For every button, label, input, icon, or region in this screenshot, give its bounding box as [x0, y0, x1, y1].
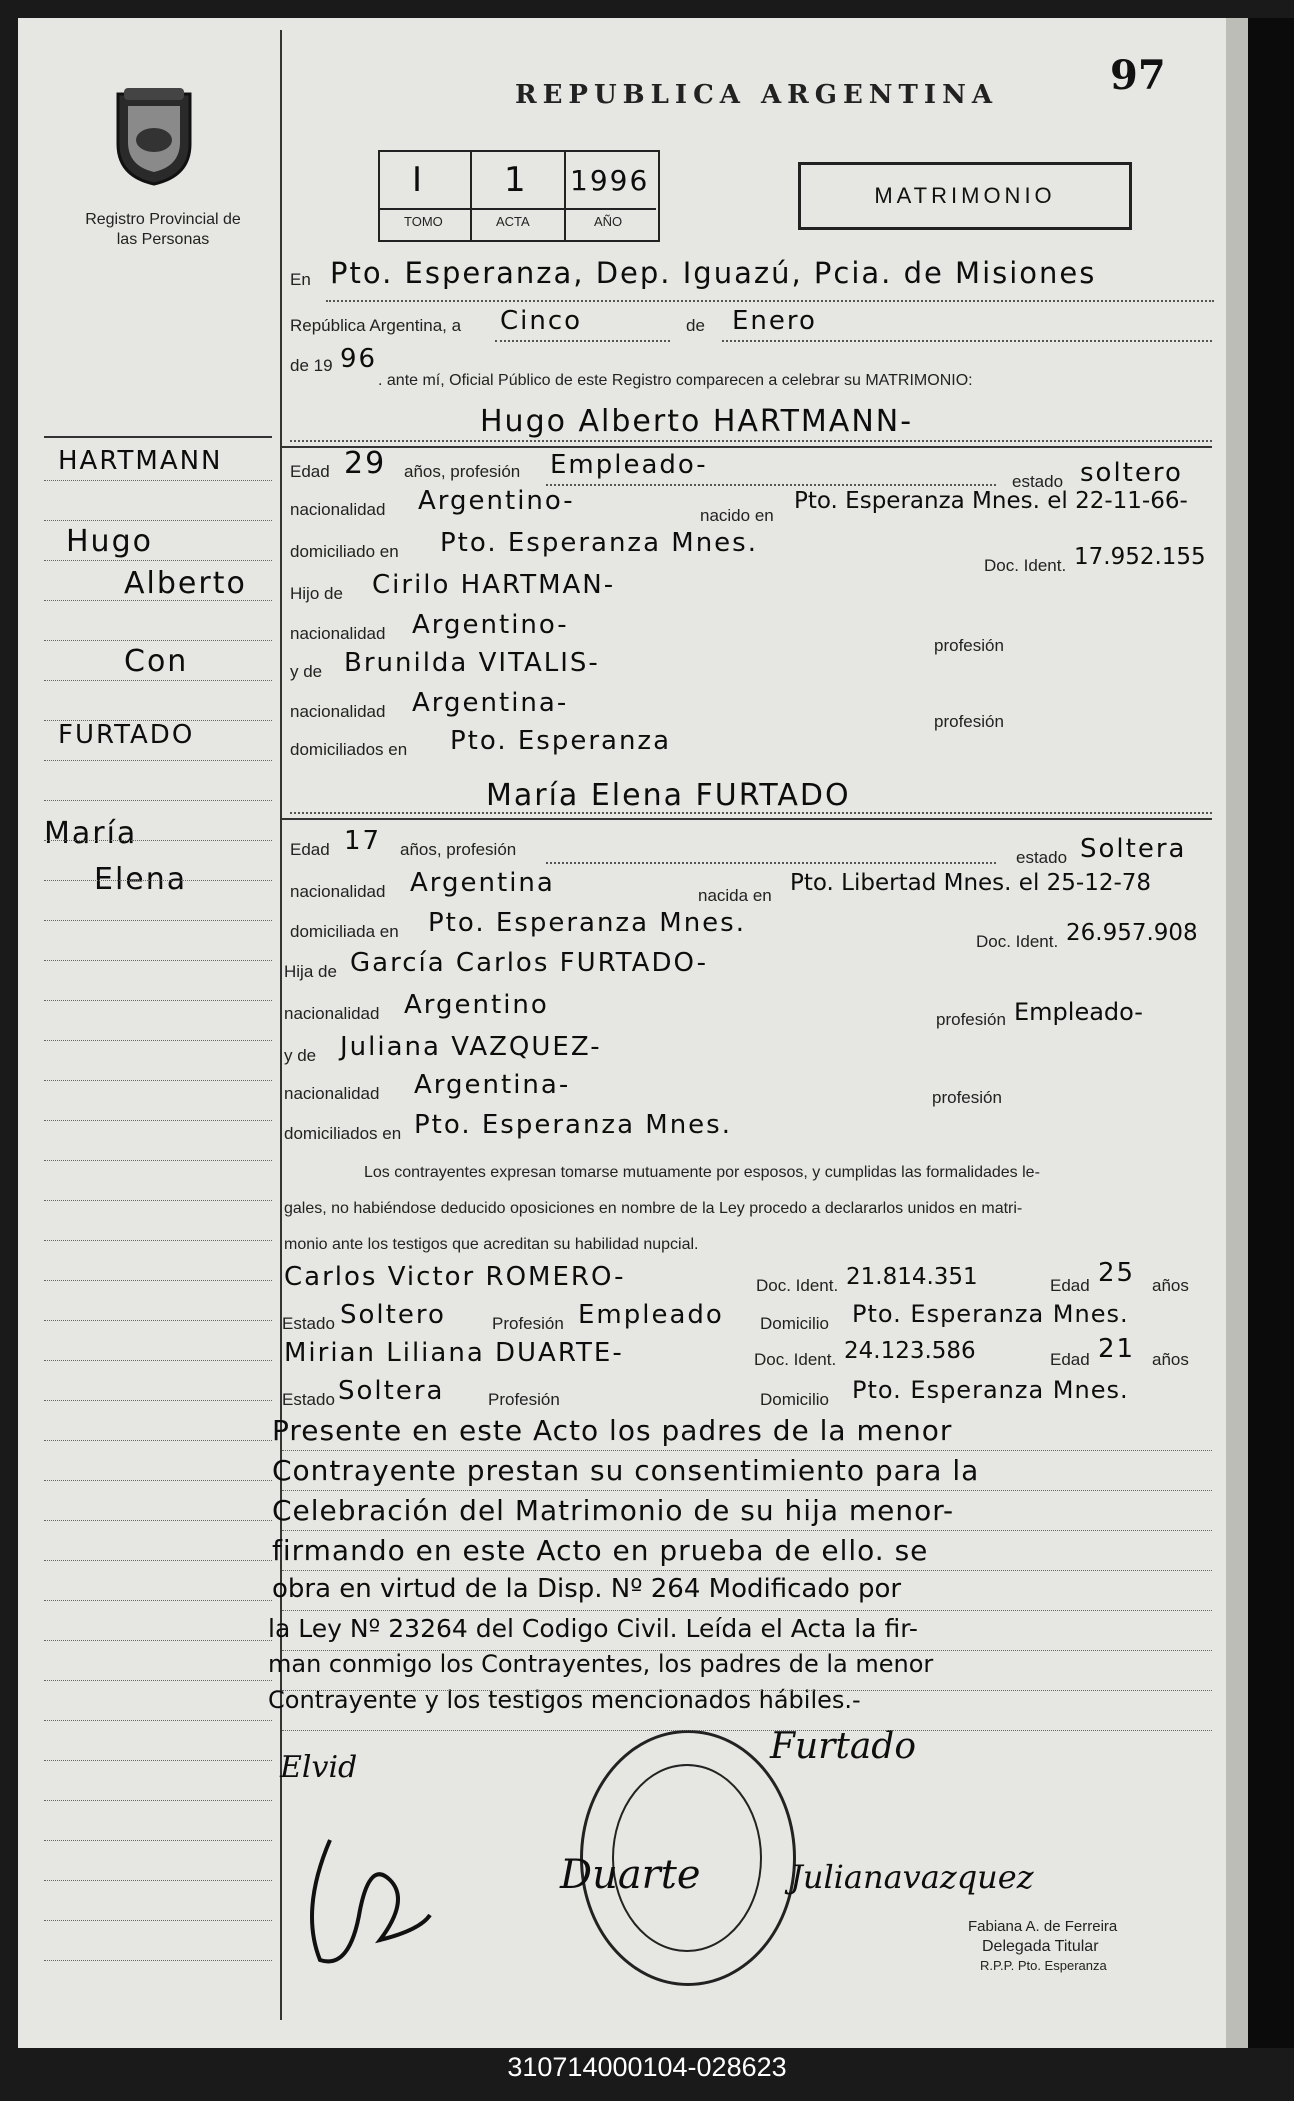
margin-ruled-line — [44, 1240, 272, 1241]
witness-2-estado: Soltera — [338, 1376, 445, 1406]
note-line-6: la Ley Nº 23264 del Codigo Civil. Leída el Acta la fir- — [268, 1614, 918, 1643]
margin-ruled-line — [44, 1280, 272, 1281]
book-spine — [1248, 18, 1294, 2048]
tomo-value: I — [412, 160, 425, 200]
witness-1-edad-label: Edad — [1050, 1276, 1090, 1295]
signature-2: Furtado — [770, 1726, 917, 1767]
declaration-line-2: gales, no habiéndose deducido oposiciones en nombre de la Ley procedo a declararlos unidos en matri- — [284, 1200, 1023, 1217]
registry-name: Registro Provincial de las Personas — [85, 211, 241, 248]
margin-ruled-line — [44, 600, 272, 601]
margin-bride-name-1: María — [44, 816, 138, 851]
witness-2-prof-label: Profesión — [488, 1390, 560, 1409]
note-line-5: obra en virtud de la Disp. Nº 264 Modificado por — [272, 1574, 902, 1604]
republica-label: República Argentina, a — [290, 316, 462, 335]
groom-father: Cirilo HARTMAN- — [372, 570, 616, 600]
margin-ruled-line — [44, 1160, 272, 1161]
bride-father-prof-label: profesión — [936, 1010, 1006, 1029]
bride-doc-label: Doc. Ident. — [976, 932, 1059, 951]
official-office: R.P.P. Pto. Esperanza — [980, 1958, 1107, 1973]
witness-2-age: 21 — [1098, 1334, 1136, 1364]
note-ruled-line — [282, 1530, 1212, 1531]
bride-domicile: Pto. Esperanza Mnes. — [428, 908, 746, 938]
bride-anos-label: años, profesión — [400, 840, 517, 859]
margin-ruled-line — [44, 1600, 272, 1601]
margin-ruled-line — [44, 1440, 272, 1441]
margin-ruled-line — [44, 1640, 272, 1641]
groom-age: 29 — [344, 446, 387, 481]
margin-ruled-line — [44, 840, 272, 841]
bride-nacionalidad-label: nacionalidad — [290, 882, 386, 901]
marriage-year: 96 — [340, 344, 378, 374]
witness-2-name: Mirian Liliana DUARTE- — [284, 1338, 624, 1368]
margin-ruled-line — [44, 880, 272, 881]
ano-value: 1996 — [570, 164, 650, 197]
groom-nationality: Argentino- — [418, 486, 575, 516]
bride-father-nac-label: nacionalidad — [284, 1004, 380, 1023]
note-line-1: Presente en este Acto los padres de la menor — [272, 1414, 953, 1447]
bride-age: 17 — [344, 826, 382, 856]
note-line-8: Contrayente y los testigos mencionados hábiles.- — [268, 1686, 861, 1714]
margin-ruled-line — [44, 1520, 272, 1521]
acta-label: ACTA — [496, 214, 530, 229]
margin-divider — [280, 30, 282, 2020]
margin-ruled-line — [44, 1200, 272, 1201]
bride-domiciliada-label: domiciliada en — [290, 922, 399, 941]
bride-full-name: María Elena FURTADO — [486, 778, 851, 813]
groom-birth: Pto. Esperanza Mnes. el 22-11-66- — [794, 488, 1188, 514]
margin-ruled-line — [44, 1400, 272, 1401]
groom-parents-domicile: Pto. Esperanza — [450, 726, 672, 756]
document-type-box — [798, 162, 1132, 230]
page-edge — [1226, 18, 1248, 2048]
margin-ruled-line — [44, 1920, 272, 1921]
note-line-7: man conmigo los Contrayentes, los padres de la menor — [268, 1650, 934, 1678]
note-ruled-line — [282, 1650, 1212, 1651]
margin-ruled-line — [44, 1560, 272, 1561]
groom-profession: Empleado- — [550, 450, 708, 480]
groom-full-name: Hugo Alberto HARTMANN- — [480, 404, 914, 439]
margin-ruled-line — [44, 1680, 272, 1681]
groom-edad-label: Edad — [290, 462, 330, 481]
margin-ruled-line — [44, 1320, 272, 1321]
witness-1-doc-label: Doc. Ident. — [756, 1276, 839, 1295]
document-id: 310714000104-028623 — [507, 2052, 787, 2082]
witness-1-profession: Empleado — [578, 1300, 724, 1330]
groom-mother-nationality: Argentina- — [412, 688, 569, 718]
acta-value: 1 — [504, 160, 528, 200]
groom-domicile: Pto. Esperanza Mnes. — [440, 528, 758, 558]
ano-label: AÑO — [594, 214, 623, 229]
note-line-4: firmando en este Acto en prueba de ello. se — [272, 1534, 929, 1567]
country-title: REPUBLICA ARGENTINA — [515, 80, 999, 110]
bride-father-nationality: Argentino — [404, 990, 549, 1020]
witness-1-doc: 21.814.351 — [846, 1264, 978, 1290]
witness-1-anos-label: años — [1152, 1276, 1189, 1295]
witness-2-estado-label: Estado — [282, 1390, 335, 1409]
groom-estado-label: estado — [1012, 472, 1064, 491]
bride-mother: Juliana VAZQUEZ- — [340, 1032, 602, 1062]
groom-hijo-label: Hijo de — [290, 584, 343, 603]
bride-parents-domicile: Pto. Esperanza Mnes. — [414, 1110, 732, 1140]
note-ruled-line — [282, 1490, 1212, 1491]
province-emblem-icon — [108, 84, 200, 188]
groom-nacionalidad-label: nacionalidad — [290, 500, 386, 519]
witness-2-edad-label: Edad — [1050, 1350, 1090, 1369]
bride-hija-label: Hija de — [284, 962, 337, 981]
record-index-box — [378, 150, 660, 242]
margin-ruled-line — [44, 1480, 272, 1481]
intro-statement: . ante mí, Oficial Público de este Registro comparecen a celebrar su MATRIMONIO: — [378, 372, 973, 389]
margin-ruled-line — [44, 760, 272, 761]
declaration-line-3: monio ante los testigos que acreditan su habilidad nupcial. — [284, 1236, 699, 1253]
bride-father-profession: Empleado- — [1014, 998, 1143, 1026]
tomo-label: TOMO — [404, 214, 443, 229]
margin-groom-surname: HARTMANN — [58, 446, 223, 476]
marriage-day: Cinco — [500, 306, 583, 336]
margin-ruled-line — [44, 1120, 272, 1121]
bride-doc: 26.957.908 — [1066, 920, 1198, 946]
groom-doc: 17.952.155 — [1074, 544, 1206, 570]
margin-connector: Con — [124, 644, 189, 679]
signature-scribble-left — [290, 1820, 440, 1980]
note-ruled-line — [282, 1570, 1212, 1571]
witness-1-estado: Soltero — [340, 1300, 446, 1330]
groom-mother-prof-label: profesión — [934, 712, 1004, 731]
bride-estado: Soltera — [1080, 834, 1187, 864]
bride-father: García Carlos FURTADO- — [350, 948, 709, 978]
witness-2-anos-label: años — [1152, 1350, 1189, 1369]
bride-nacida-label: nacida en — [698, 886, 772, 905]
margin-ruled-line — [44, 560, 272, 561]
groom-yde-label: y de — [290, 662, 323, 681]
groom-father-nationality: Argentino- — [412, 610, 569, 640]
groom-father-prof-label: profesión — [934, 636, 1004, 655]
bride-nationality: Argentina — [410, 868, 555, 898]
bride-parents-dom-label: domiciliados en — [284, 1124, 402, 1143]
groom-doc-label: Doc. Ident. — [984, 556, 1067, 575]
bride-mother-nationality: Argentina- — [414, 1070, 571, 1100]
bride-estado-label: estado — [1016, 848, 1068, 867]
margin-ruled-line — [44, 800, 272, 801]
margin-ruled-line — [44, 720, 272, 721]
margin-ruled-line — [44, 1040, 272, 1041]
margin-groom-name-1: Hugo — [66, 524, 153, 559]
groom-estado: soltero — [1080, 458, 1183, 488]
page-number: 97 — [1110, 52, 1166, 99]
margin-ruled-line — [44, 680, 272, 681]
marriage-month: Enero — [732, 306, 817, 336]
witness-2-doc-label: Doc. Ident. — [754, 1350, 837, 1369]
bride-edad-label: Edad — [290, 840, 330, 859]
witness-1-age: 25 — [1098, 1258, 1136, 1288]
margin-ruled-line — [44, 1960, 272, 1961]
en-label: En — [290, 270, 311, 289]
signature-3: Duarte — [560, 1852, 701, 1898]
official-name: Fabiana A. de Ferreira — [968, 1918, 1118, 1935]
marriage-place: Pto. Esperanza, Dep. Iguazú, Pcia. de Misiones — [330, 256, 1097, 290]
margin-ruled-line — [44, 1000, 272, 1001]
bride-yde-label: y de — [284, 1046, 317, 1065]
note-ruled-line — [282, 1450, 1212, 1451]
margin-ruled-line — [44, 1080, 272, 1081]
bride-birth: Pto. Libertad Mnes. el 25-12-78 — [790, 870, 1152, 896]
margin-ruled-line — [44, 1840, 272, 1841]
bride-mother-nac-label: nacionalidad — [284, 1084, 380, 1103]
document-type: MATRIMONIO — [874, 183, 1056, 208]
margin-groom-name-2: Alberto — [124, 566, 247, 601]
note-ruled-line — [282, 1610, 1212, 1611]
margin-ruled-line — [44, 520, 272, 521]
note-ruled-line — [282, 1690, 1212, 1691]
margin-ruled-line — [44, 480, 272, 481]
witness-2-domicilio-label: Domicilio — [760, 1390, 829, 1409]
margin-ruled-line — [44, 1880, 272, 1881]
official-title: Delegada Titular — [982, 1938, 1099, 1955]
witness-1-domicilio-label: Domicilio — [760, 1314, 829, 1333]
groom-domiciliado-label: domiciliado en — [290, 542, 399, 561]
margin-ruled-line — [44, 640, 272, 641]
witness-1-name: Carlos Victor ROMERO- — [284, 1262, 626, 1292]
groom-nacido-label: nacido en — [700, 506, 774, 525]
margin-ruled-line — [44, 1720, 272, 1721]
year-prefix: de 19 — [290, 356, 333, 375]
witness-2-doc: 24.123.586 — [844, 1338, 976, 1364]
margin-bride-surname: FURTADO — [58, 720, 195, 750]
register-page — [18, 18, 1248, 2048]
groom-anos-label: años, profesión — [404, 462, 521, 481]
groom-mother: Brunilda VITALIS- — [344, 648, 600, 678]
declaration-line-1: Los contrayentes expresan tomarse mutuamente por esposos, y cumplidas las formalidades le- — [364, 1164, 1040, 1181]
note-line-2: Contrayente prestan su consentimiento para la — [272, 1454, 980, 1487]
de-label-1: de — [686, 316, 705, 335]
note-line-3: Celebración del Matrimonio de su hija menor- — [272, 1494, 955, 1527]
witness-1-prof-label: Profesión — [492, 1314, 564, 1333]
signature-4: Julianavazquez — [790, 1858, 1034, 1896]
note-ruled-line — [282, 1730, 1212, 1731]
witness-1-domicile: Pto. Esperanza Mnes. — [852, 1300, 1129, 1328]
margin-ruled-line — [44, 1800, 272, 1801]
margin-ruled-line — [44, 1760, 272, 1761]
margin-ruled-line — [44, 1360, 272, 1361]
margin-ruled-line — [44, 960, 272, 961]
witness-2-domicile: Pto. Esperanza Mnes. — [852, 1376, 1129, 1404]
groom-mother-nac-label: nacionalidad — [290, 702, 386, 721]
margin-bride-name-2: Elena — [94, 862, 188, 897]
witness-1-estado-label: Estado — [282, 1314, 335, 1333]
groom-father-nac-label: nacionalidad — [290, 624, 386, 643]
signature-1: Elvid — [280, 1750, 358, 1785]
bride-mother-prof-label: profesión — [932, 1088, 1002, 1107]
groom-parents-dom-label: domiciliados en — [290, 740, 408, 759]
margin-ruled-line — [44, 920, 272, 921]
